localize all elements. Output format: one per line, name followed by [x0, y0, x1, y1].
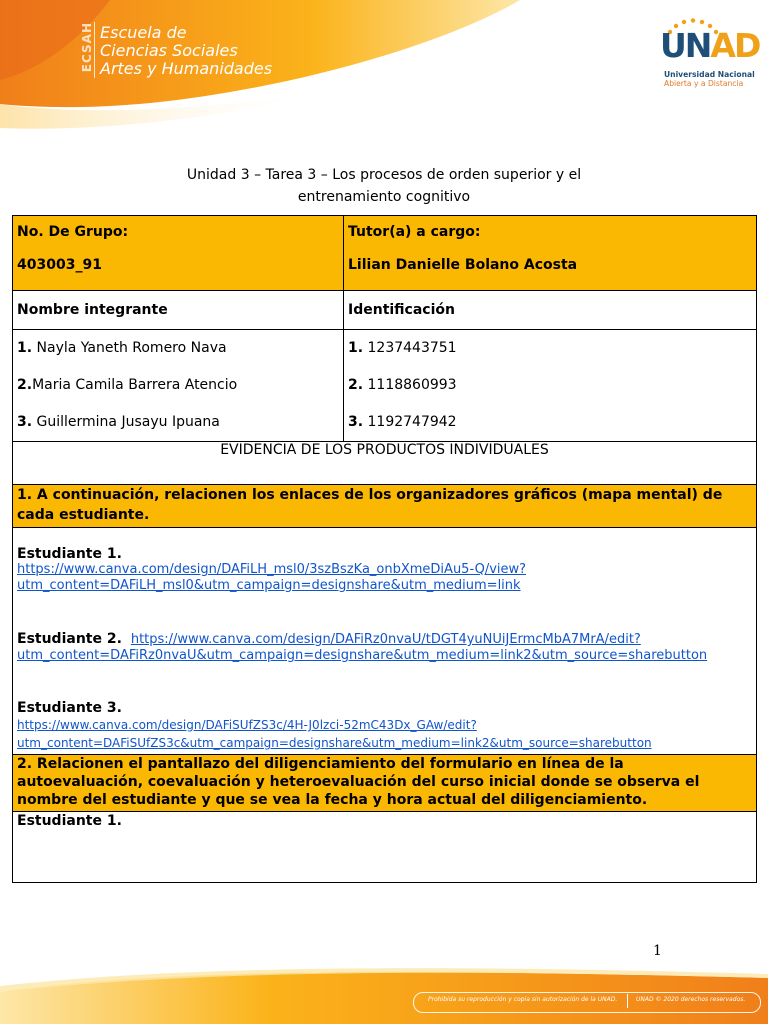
school-name-line3: Artes y Humanidades: [100, 59, 273, 78]
tutor-value: Lilian Danielle Bolano Acosta: [348, 257, 578, 273]
member-name: Guillermina Jusayu Ipuana: [32, 414, 220, 430]
question-2: 2. Relacionen el pantallazo del diligenciamiento del formulario en línea de la autoevaluación, coevaluación y heteroevaluación del curso inicial donde se observa el nombre del estudiante y que se vea la fecha y hora actual del diligenciamiento.: [17, 756, 700, 808]
member-name: Maria Camila Barrera Atencio: [32, 377, 238, 393]
student-2-block: [17, 631, 707, 664]
logo-subtitle-1: Universidad Nacional: [664, 70, 755, 79]
document-title: [100, 164, 668, 208]
screenshot-student-label: Estudiante 1.: [17, 813, 122, 829]
school-name-line1: Escuela de: [100, 23, 187, 42]
student-3-link-line2[interactable]: utm_content=DAFiSUfZS3c&utm_campaign=designshare&utm_medium=link2&utm_source=sharebutton: [17, 736, 652, 750]
member-id-num: 1.: [348, 340, 364, 356]
student-2-label: Estudiante 2.: [17, 631, 122, 647]
student-1-label: Estudiante 1.: [17, 546, 122, 562]
member-id-row: [348, 330, 752, 367]
student-2-link-line1[interactable]: https://www.canva.com/design/DAFiRz0nvaU/tDGT4yuNUiJErmcMbA7MrA/edit?: [130, 632, 641, 647]
group-info-table: [12, 215, 757, 883]
unad-logo: [660, 26, 759, 65]
group-value: 403003_91: [17, 257, 102, 273]
footer-copyright-notice: Prohibida su reproducción y copia sin autorización de la UNAD.: [428, 996, 618, 1003]
tutor-cell: [344, 216, 757, 291]
id-header-cell: [344, 291, 757, 330]
member-ids-cell: [344, 330, 757, 442]
member-row: [17, 330, 339, 367]
group-label: No. De Grupo:: [17, 224, 129, 240]
member-num: 2.: [17, 377, 33, 393]
logo-letter-n: N: [684, 26, 711, 65]
member-name: Nayla Yaneth Romero Nava: [32, 340, 227, 356]
school-name-line2: Ciencias Sociales: [100, 41, 238, 60]
student-3-label: Estudiante 3.: [17, 700, 122, 716]
group-cell: [13, 216, 344, 291]
question-2-cell: [13, 755, 757, 812]
question-1-cell: [13, 485, 757, 528]
title-line1: Unidad 3 – Tarea 3 – Los procesos de orden superior y el: [186, 167, 582, 183]
logo-letters-ad: AD: [710, 26, 760, 65]
header-divider: [94, 22, 95, 78]
footer-rights: UNAD © 2020 derechos reservados.: [636, 996, 746, 1003]
evidence-header-cell: [13, 442, 757, 485]
page-number: 1: [653, 943, 662, 959]
member-names-cell: [13, 330, 344, 442]
member-id: 1192747942: [363, 414, 457, 430]
student-1-block: [17, 546, 526, 594]
school-name: [100, 24, 272, 78]
question-1: 1. A continuación, relacionen los enlaces de los organizadores gráficos (mapa mental) de cada estudiante.: [17, 487, 723, 523]
logo-subtitle-2: Abierta y a Distancia: [664, 79, 744, 88]
ecsah-vertical-label: ECSAH: [80, 22, 94, 73]
footer-separator: [627, 994, 628, 1008]
member-num: 1.: [17, 340, 33, 356]
name-header: Nombre integrante: [17, 302, 168, 318]
student-2-link-line2[interactable]: utm_content=DAFiRz0nvaU&utm_campaign=designshare&utm_medium=link2&utm_source=sharebutton: [17, 648, 708, 663]
student-3-link-line1[interactable]: https://www.canva.com/design/DAFiSUfZS3c/4H-J0lzci-52mC43Dx_GAw/edit?: [17, 718, 477, 732]
student-3-block: [17, 700, 652, 752]
member-id: 1118860993: [363, 377, 457, 393]
logo-letter-u: U: [660, 26, 685, 65]
member-id-num: 2.: [348, 377, 364, 393]
member-id: 1237443751: [363, 340, 457, 356]
student-links-cell: [13, 528, 757, 755]
member-id-row: [348, 404, 752, 441]
student-1-link[interactable]: [17, 562, 526, 594]
member-row: [17, 367, 339, 404]
evidence-header: EVIDENCIA DE LOS PRODUCTOS INDIVIDUALES: [220, 442, 549, 458]
name-header-cell: [13, 291, 344, 330]
student-1-link-line1[interactable]: https://www.canva.com/design/DAFiLH_msl0/3szBszKa_onbXmeDiAu5-Q/view?: [17, 562, 527, 577]
id-header: Identificación: [348, 302, 455, 318]
member-id-num: 3.: [348, 414, 364, 430]
student-1-link-line2[interactable]: utm_content=DAFiLH_msl0&utm_campaign=designshare&utm_medium=link: [17, 578, 521, 593]
member-num: 3.: [17, 414, 33, 430]
tutor-label: Tutor(a) a cargo:: [348, 224, 481, 240]
member-row: [17, 404, 339, 441]
title-line2: entrenamiento cognitivo: [297, 189, 471, 205]
student-3-link[interactable]: [17, 716, 652, 752]
screenshot-cell: [13, 812, 757, 883]
member-id-row: [348, 367, 752, 404]
